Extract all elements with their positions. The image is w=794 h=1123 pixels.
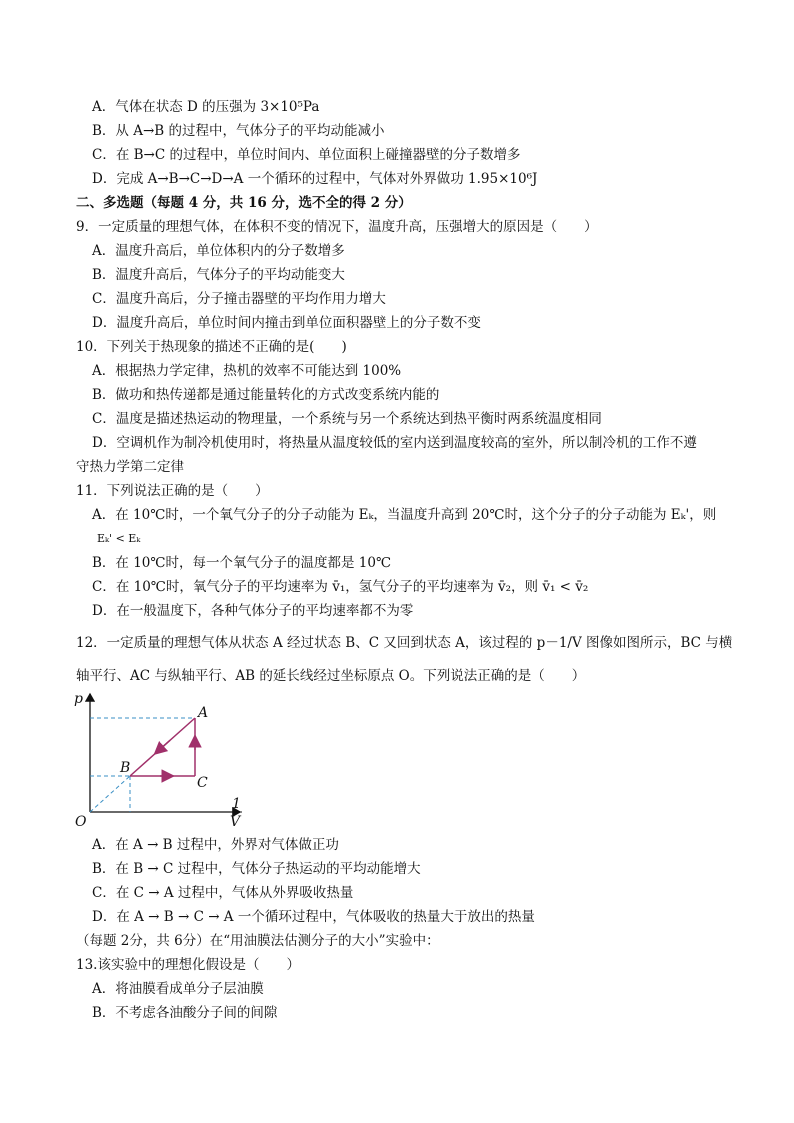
p-inverse-v-graph: [70, 688, 250, 828]
q12-option-c: C．在 C → A 过程中，气体从外界吸收热量: [92, 885, 354, 901]
label-x-denominator: V: [230, 814, 241, 828]
q9-option-c: C．温度升高后，分子撞击器壁的平均作用力增大: [92, 291, 386, 307]
q11-option-d: D．在一般温度下，各种气体分子的平均速率都不为零: [92, 603, 414, 619]
q12-stem-continued: 轴平行、AC 与纵轴平行、AB 的延长线经过坐标原点 O。下列说法正确的是（ ）: [76, 668, 586, 684]
q13-stem: 13.该实验中的理想化假设是（ ）: [76, 957, 300, 973]
q8-option-b: B．从 A→B 的过程中，气体分子的平均动能减小: [92, 123, 385, 139]
label-p: p: [74, 691, 83, 707]
q11-option-c: C．在 10℃时，氧气分子的平均速率为 v̄₁，氢气分子的平均速率为 v̄₂，则 v̄₁ < v̄₂: [92, 579, 589, 595]
q9-option-d: D．温度升高后，单位时间内撞击到单位面积器壁上的分子数不变: [92, 315, 481, 331]
q10-option-a: A．根据热力学定律，热机的效率不可能达到 100%: [92, 363, 402, 379]
q10-option-d: D．空调机作为制冷机使用时，将热量从温度较低的室内送到温度较高的室外，所以制冷机的工作不遵: [92, 435, 697, 451]
q12-option-a: A．在 A → B 过程中，外界对气体做正功: [92, 837, 339, 853]
q8-option-d: D．完成 A→B→C→D→A 一个循环的过程中，气体对外界做功 1.95×10⁶J: [92, 171, 538, 187]
label-x-numerator: 1: [232, 796, 241, 812]
q11-option-a: A．在 10℃时，一个氧气分子的分子动能为 Eₖ，当温度升高到 20℃时，这个分子的分子动能为 Eₖ'，则: [92, 507, 717, 523]
label-origin: O: [75, 814, 87, 828]
q11-option-a-continued: Eₖ' < Eₖ: [97, 532, 141, 545]
q9-stem: 9．一定质量的理想气体，在体积不变的情况下，温度升高，压强增大的原因是（ ）: [76, 219, 598, 235]
q8-option-a: A．气体在状态 D 的压强为 3×10⁵Pa: [92, 99, 320, 115]
q10-option-c: C．温度是描述热运动的物理量，一个系统与另一个系统达到热平衡时两系统温度相同: [92, 411, 602, 427]
q11-stem: 11．下列说法正确的是（ ）: [76, 483, 269, 499]
q12-option-b: B．在 B → C 过程中，气体分子热运动的平均动能增大: [92, 861, 421, 877]
q12-option-d: D．在 A → B → C → A 一个循环过程中，气体吸收的热量大于放出的热量: [92, 909, 535, 925]
q8-option-c: C．在 B→C 的过程中，单位时间内、单位面积上碰撞器壁的分子数增多: [92, 147, 521, 163]
q9-option-a: A．温度升高后，单位体积内的分子数增多: [92, 243, 345, 259]
q10-option-b: B．做功和热传递都是通过能量转化的方式改变系统内能的: [92, 387, 440, 403]
q13-option-a: A．将油膜看成单分子层油膜: [92, 981, 264, 997]
q11-option-b: B．在 10℃时，每一个氧气分子的温度都是 10℃: [92, 555, 392, 571]
section-oil-film-intro: （每题 2分，共 6分）在“用油膜法估测分子的大小”实验中：: [76, 933, 440, 949]
q10-stem: 10．下列关于热现象的描述不正确的是( ): [76, 339, 347, 355]
q12-stem: 12．一定质量的理想气体从状态 A 经过状态 B、C 又回到状态 A，该过程的 p－1/V 图像如图所示，BC 与横: [76, 635, 733, 651]
q10-option-d-continued: 守热力学第二定律: [76, 459, 184, 475]
arrow-ab: [158, 740, 170, 751]
dashed-extension-ob: [90, 776, 130, 812]
label-b: B: [120, 760, 131, 776]
section-heading-multiple-choice: 二、多选题（每题 4 分，共 16 分，选不全的得 2 分）: [76, 195, 412, 211]
q9-option-b: B．温度升高后，气体分子的平均动能变大: [92, 267, 345, 283]
label-a: A: [198, 705, 209, 721]
label-c: C: [197, 775, 208, 791]
q13-option-b: B．不考虑各油酸分子间的间隙: [92, 1005, 278, 1021]
